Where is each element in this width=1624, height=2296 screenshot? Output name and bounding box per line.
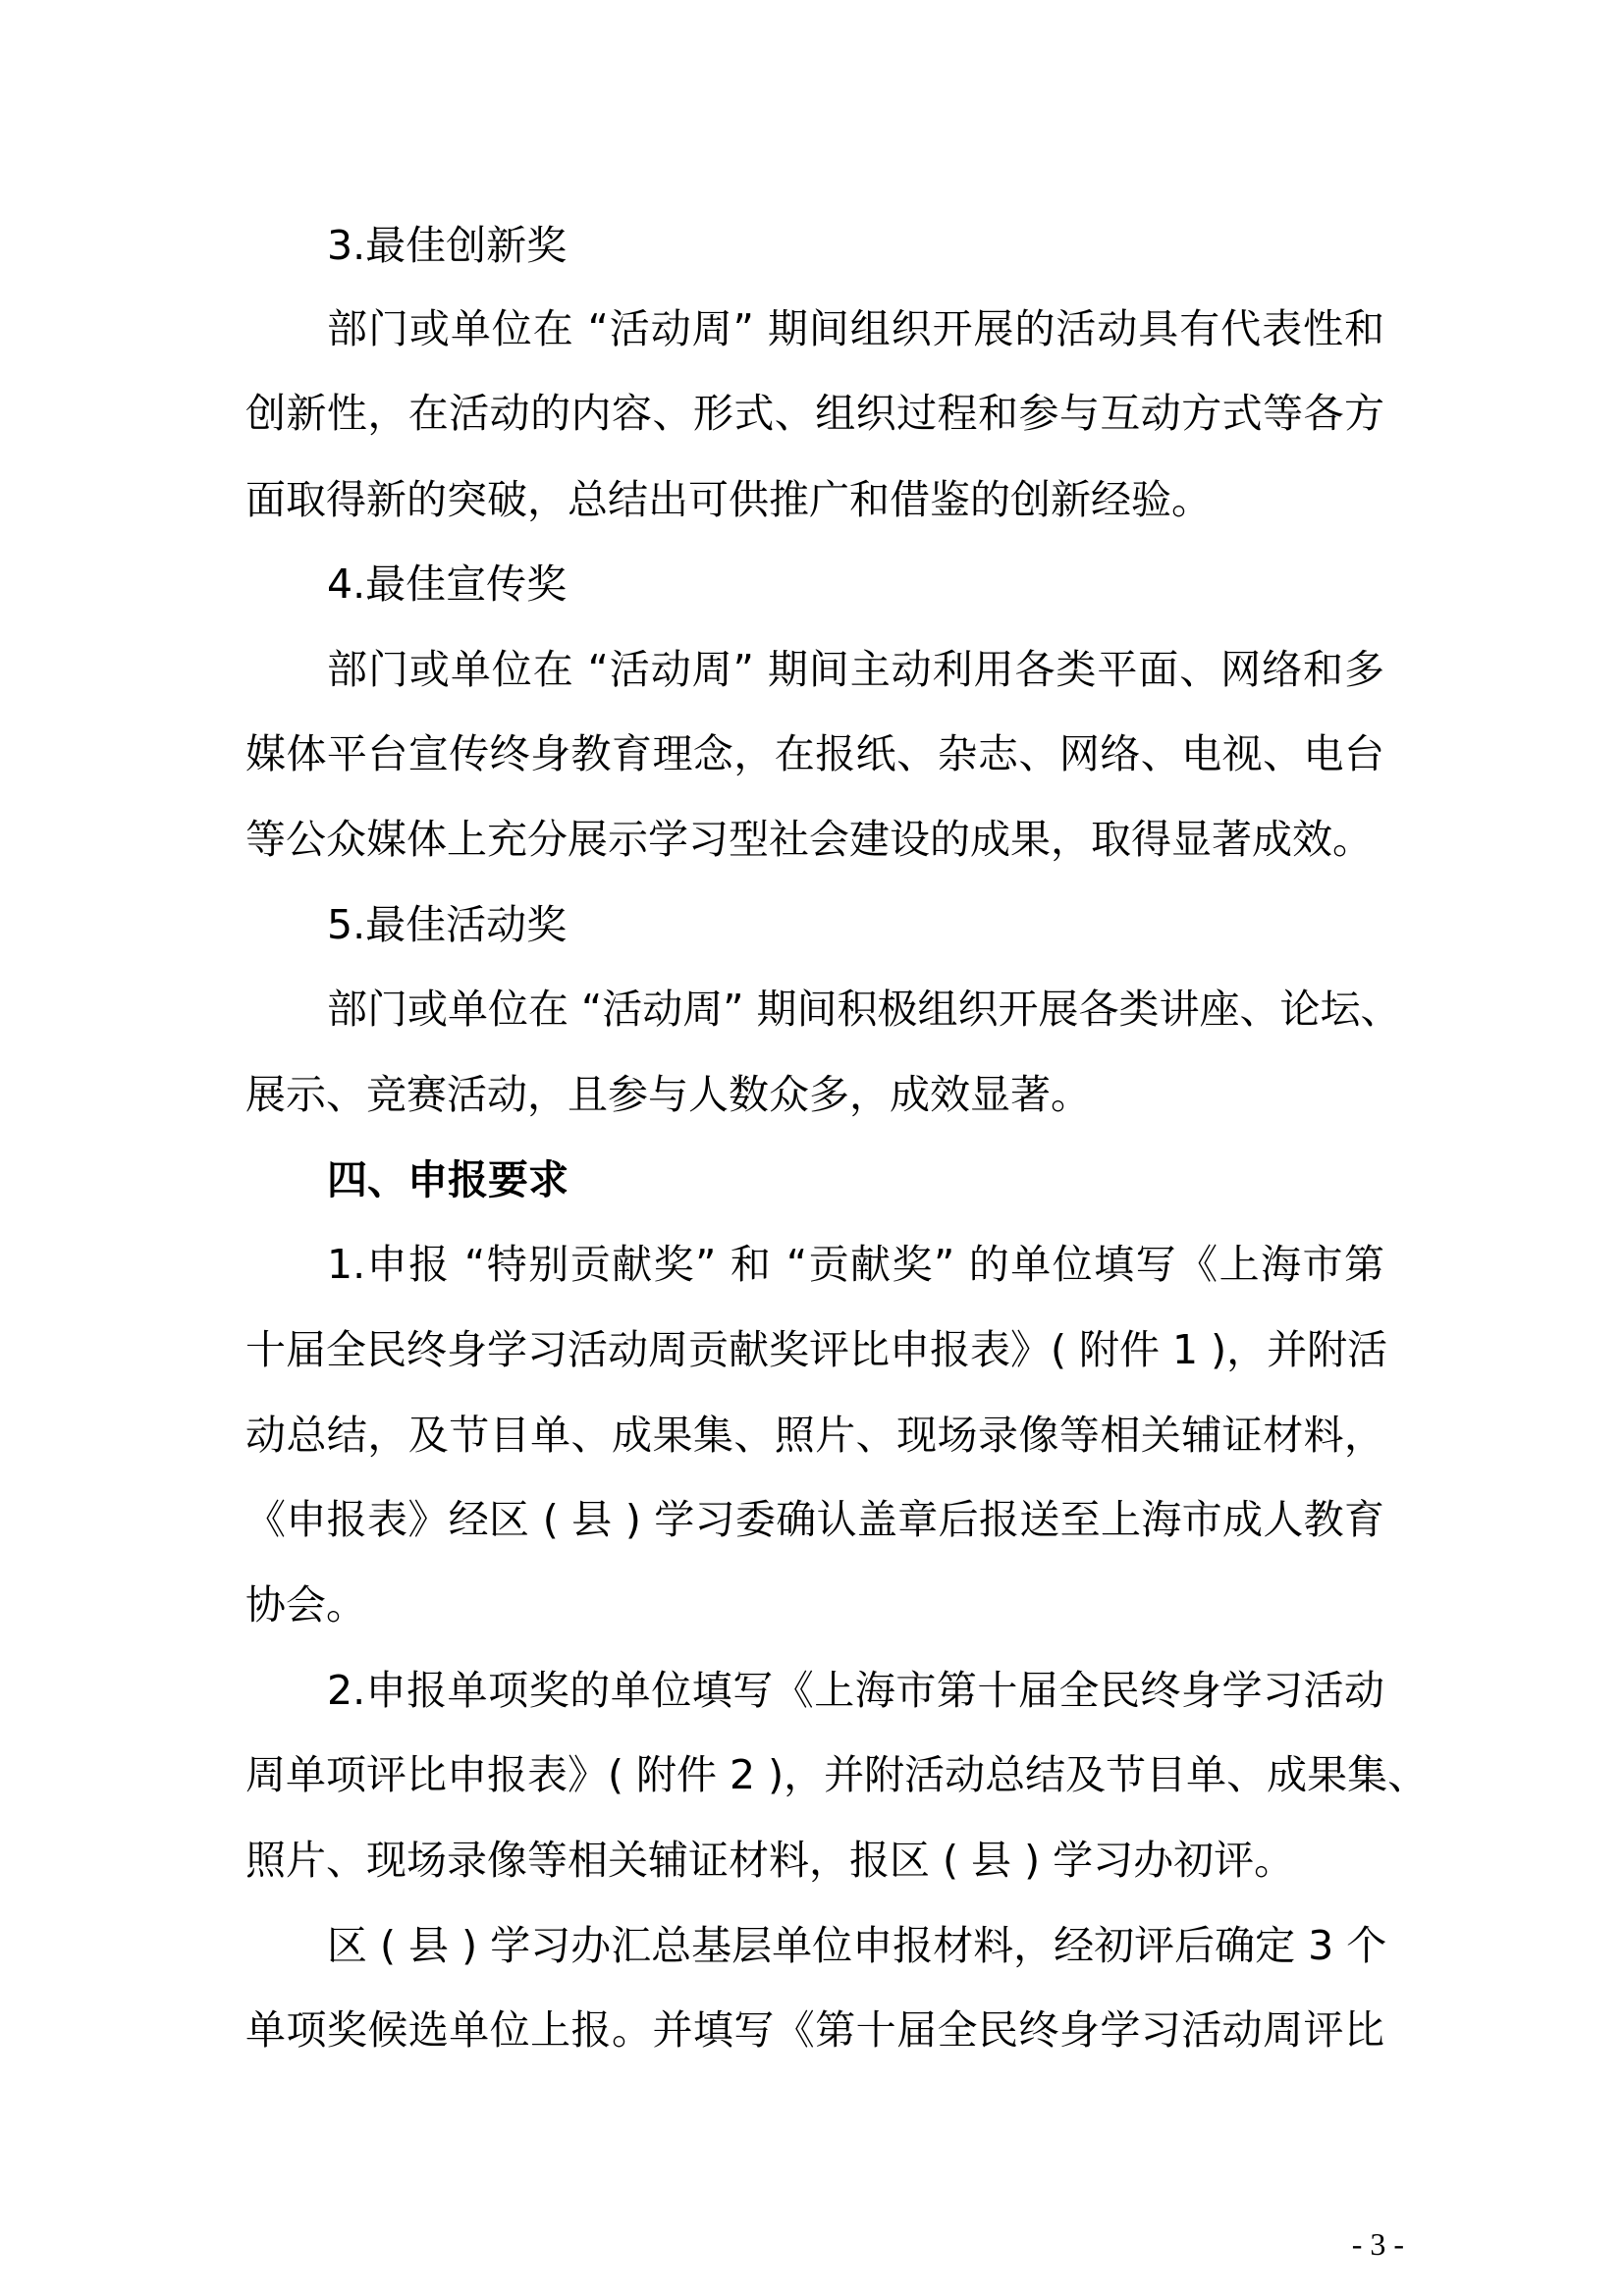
- paragraph-line: 媒体平台宣传终身教育理念，在报纸、杂志、网络、电视、电台: [245, 730, 1384, 777]
- item-5-heading: 5.最佳活动奖: [327, 901, 568, 948]
- paragraph-line: 协会。: [245, 1581, 366, 1629]
- paragraph-line: 部门或单位在 “活动周” 期间组织开展的活动具有代表性和: [327, 305, 1384, 352]
- paragraph-line: 周单项评比申报表》( 附件 2 )，并附活动总结及节目单、成果集、: [245, 1751, 1429, 1798]
- paragraph-line: 照片、现场录像等相关辅证材料，报区 ( 县 ) 学习办初评。: [245, 1837, 1295, 1884]
- paragraph-line: 部门或单位在 “活动周” 期间积极组织开展各类讲座、论坛、: [327, 986, 1401, 1033]
- paragraph-line: 展示、竞赛活动，且参与人数众多，成效显著。: [245, 1071, 1091, 1118]
- paragraph-line: 十届全民终身学习活动周贡献奖评比申报表》( 附件 1 )，并附活: [245, 1326, 1388, 1373]
- page-number: - 3 -: [1351, 2226, 1404, 2262]
- paragraph-line: 2.申报单项奖的单位填写《上海市第十届全民终身学习活动: [327, 1667, 1384, 1714]
- paragraph-line: 等公众媒体上充分展示学习型社会建设的成果，取得显著成效。: [245, 816, 1373, 863]
- paragraph-line: 动总结，及节目单、成果集、照片、现场录像等相关辅证材料，: [245, 1412, 1384, 1459]
- paragraph-line: 1.申报 “特别贡献奖” 和 “贡献奖” 的单位填写《上海市第: [327, 1241, 1384, 1288]
- paragraph-line: 创新性，在活动的内容、形式、组织过程和参与互动方式等各方: [245, 390, 1384, 437]
- item-3-heading: 3.最佳创新奖: [327, 222, 568, 269]
- paragraph-line: 部门或单位在 “活动周” 期间主动利用各类平面、网络和多: [327, 646, 1384, 693]
- paragraph-line: 面取得新的突破，总结出可供推广和借鉴的创新经验。: [245, 476, 1212, 523]
- section-heading: 四、申报要求: [327, 1156, 568, 1203]
- item-4-heading: 4.最佳宣传奖: [327, 561, 568, 608]
- paragraph-line: 《申报表》经区 ( 县 ) 学习委确认盖章后报送至上海市成人教育: [245, 1496, 1384, 1543]
- paragraph-line: 区 ( 县 ) 学习办汇总基层单位申报材料，经初评后确定 3 个: [327, 1922, 1387, 1969]
- paragraph-line: 单项奖候选单位上报。并填写《第十届全民终身学习活动周评比: [245, 2006, 1384, 2054]
